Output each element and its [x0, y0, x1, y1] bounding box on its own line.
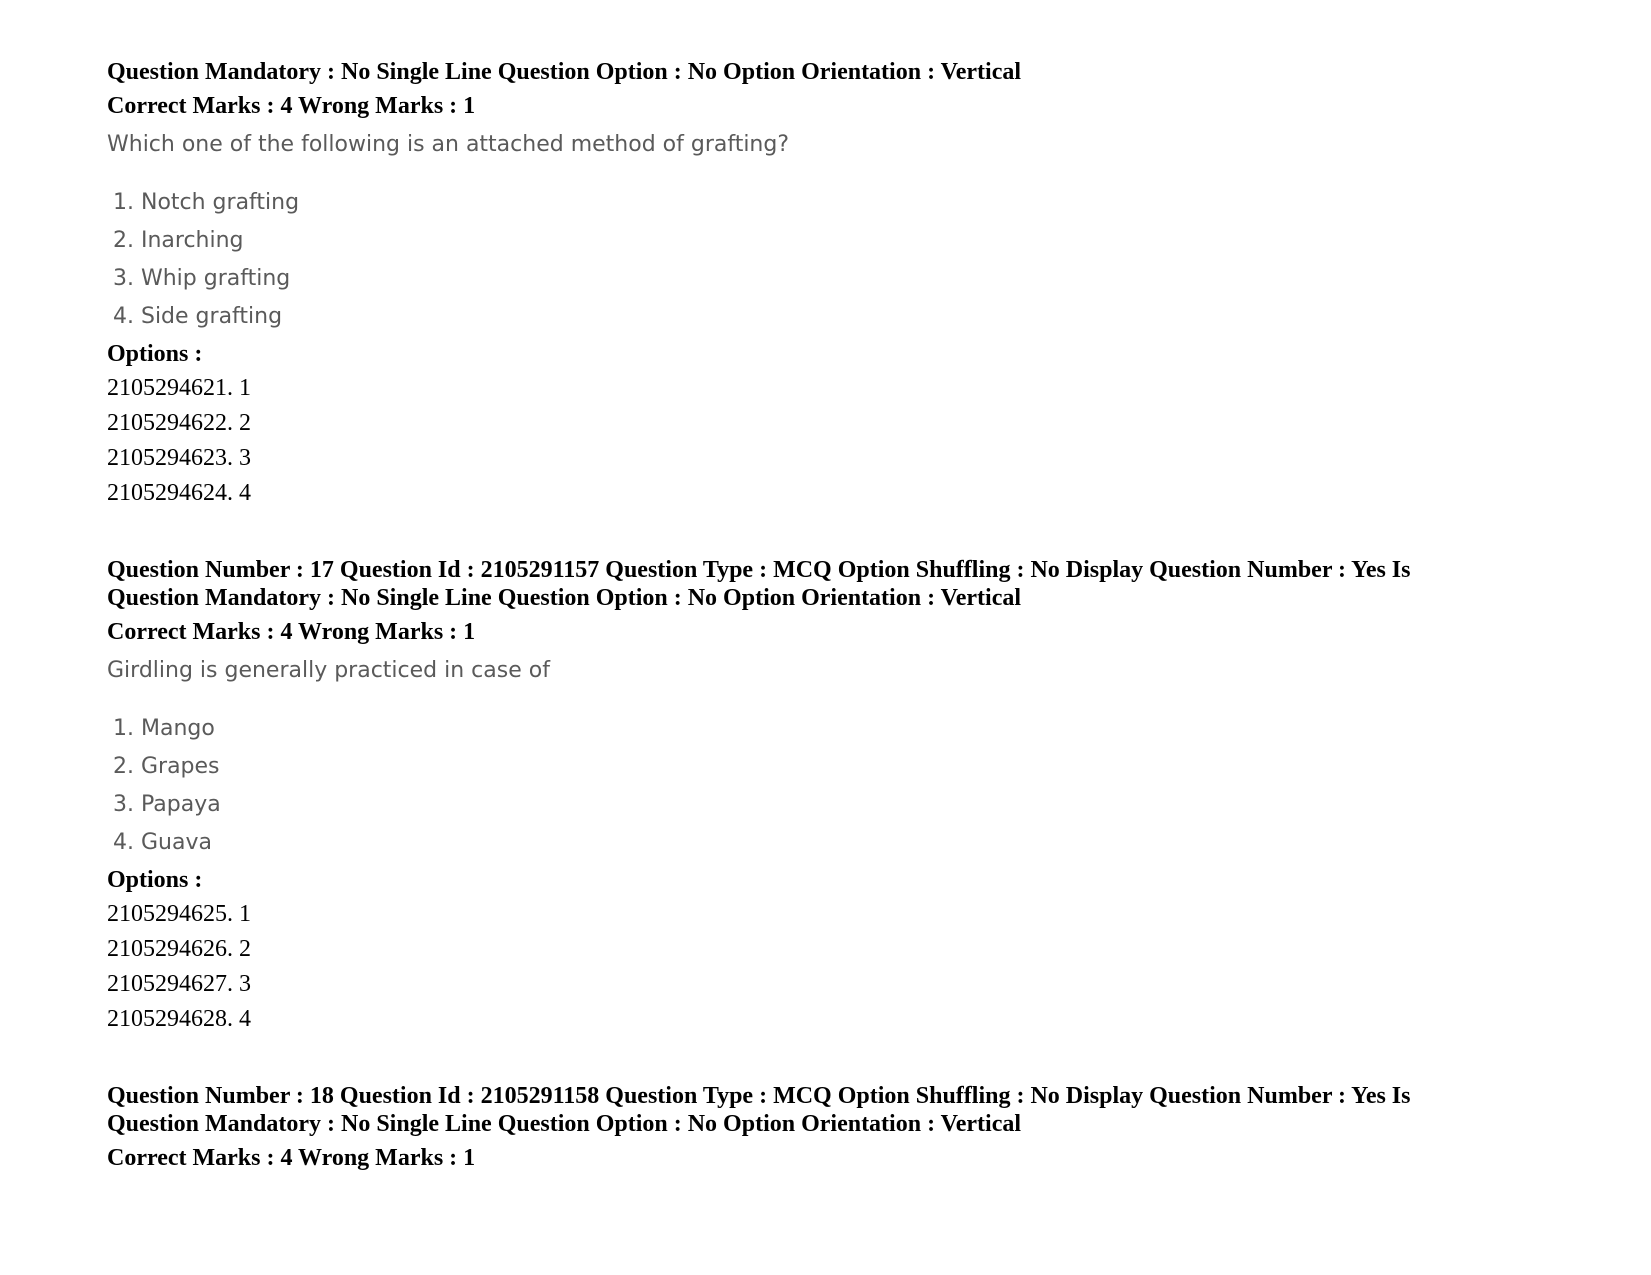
option-code: 2105294623. 3	[107, 445, 251, 471]
question-meta	[107, 556, 1547, 612]
options-label: Options :	[107, 867, 203, 893]
option-codes	[107, 372, 1547, 512]
option-code: 2105294627. 3	[107, 971, 251, 997]
option-code: 2105294622. 2	[107, 410, 251, 436]
block-spacer	[107, 1038, 1547, 1082]
choice-item: 3. Papaya	[113, 792, 221, 817]
question-meta-line-2: Question Mandatory : No Single Line Question Option : No Option Orientation : Vertical	[107, 59, 1022, 85]
option-codes	[107, 898, 1547, 1038]
choice-item: 1. Mango	[113, 716, 215, 741]
choice-item: 1. Notch grafting	[113, 190, 300, 215]
question-meta-line-1: Question Number : 18 Question Id : 2105291158 Question Type : MCQ Option Shuffling : No Display Question Number : Yes Is	[107, 1083, 1411, 1109]
question-block-16	[107, 58, 1547, 512]
option-code: 2105294628. 4	[107, 1006, 251, 1032]
block-spacer	[107, 512, 1547, 556]
option-code: 2105294621. 1	[107, 375, 251, 401]
choice-item: 4. Guava	[113, 830, 212, 855]
document-page	[107, 58, 1547, 1172]
question-meta	[107, 1082, 1547, 1138]
question-text: Girdling is generally practiced in case of	[107, 658, 550, 683]
question-marks: Correct Marks : 4 Wrong Marks : 1	[107, 93, 476, 119]
choice-item: 2. Inarching	[113, 228, 244, 253]
question-meta-line-2: Question Mandatory : No Single Line Question Option : No Option Orientation : Vertical	[107, 585, 1022, 611]
option-code: 2105294624. 4	[107, 480, 251, 506]
choice-item: 2. Grapes	[113, 754, 220, 779]
question-text: Which one of the following is an attached method of grafting?	[107, 132, 790, 157]
option-code: 2105294625. 1	[107, 901, 251, 927]
options-label: Options :	[107, 341, 203, 367]
question-choices	[107, 188, 1547, 340]
question-meta-line-2: Question Mandatory : No Single Line Question Option : No Option Orientation : Vertical	[107, 1111, 1022, 1137]
question-meta-line-1: Question Number : 17 Question Id : 2105291157 Question Type : MCQ Option Shuffling : No Display Question Number : Yes Is	[107, 557, 1411, 583]
question-choices	[107, 714, 1547, 866]
choice-item: 3. Whip grafting	[113, 266, 291, 291]
question-marks: Correct Marks : 4 Wrong Marks : 1	[107, 619, 476, 645]
question-meta	[107, 58, 1547, 86]
question-marks: Correct Marks : 4 Wrong Marks : 1	[107, 1145, 476, 1171]
choice-item: 4. Side grafting	[113, 304, 283, 329]
question-block-18	[107, 1082, 1547, 1172]
option-code: 2105294626. 2	[107, 936, 251, 962]
question-block-17	[107, 556, 1547, 1038]
